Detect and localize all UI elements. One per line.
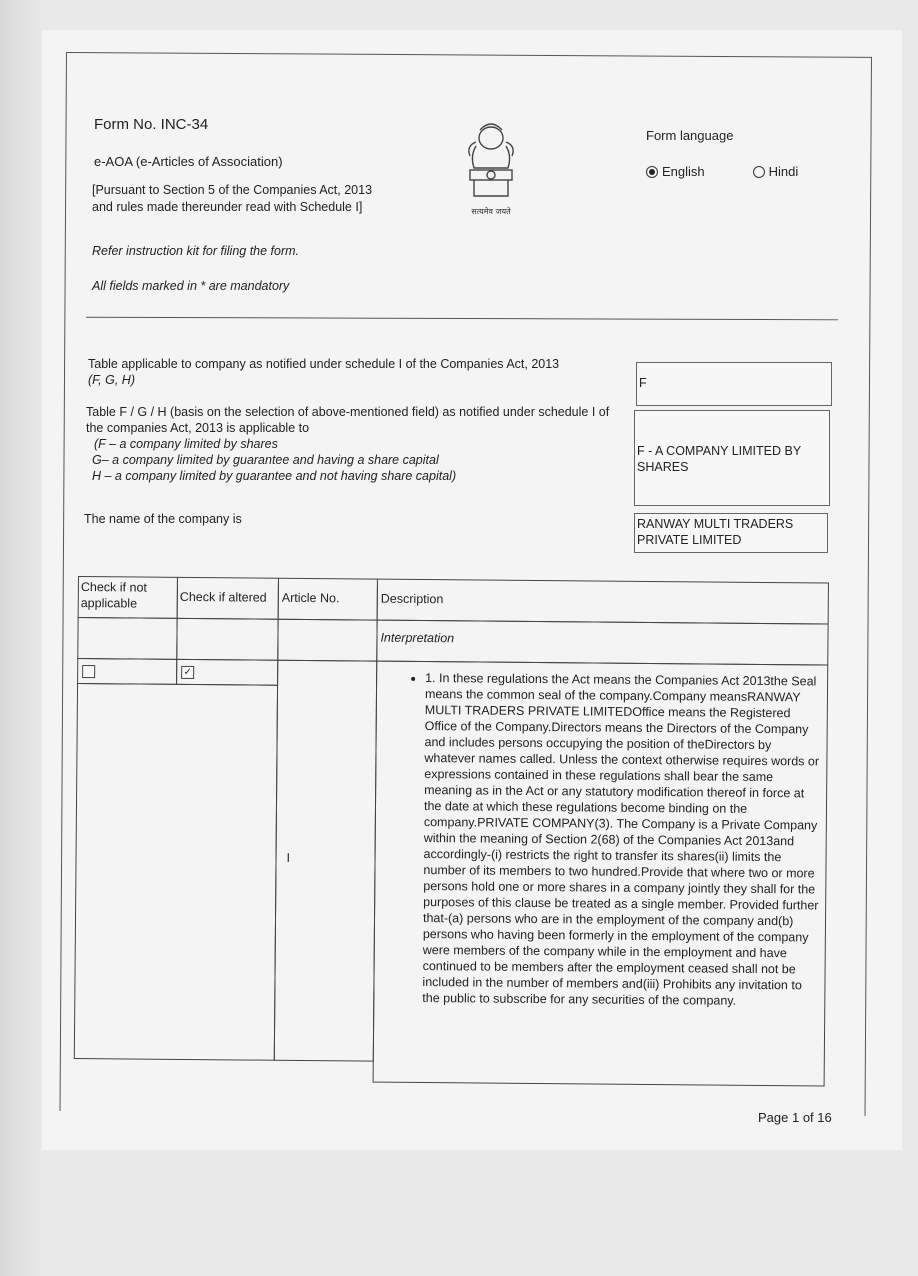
header-altered: Check if altered bbox=[177, 577, 279, 620]
table-applicable-field[interactable]: F bbox=[636, 362, 832, 406]
radio-hindi[interactable] bbox=[753, 166, 765, 178]
language-radio-group bbox=[646, 164, 798, 179]
article-description: • 1. In these regulations the Act means the Companies Act 2013the Seal means the common seal of the company.Company meansRANWAY MULTI TRADERS PRIVATE LIMITEDOffice means the Registered Office of the Company.Directors means the Directors of the Company and includes persons occupying the position of theDirectors by whatever names called. Unless the context otherwise requires words or expressions contained in these regulations shall bear the same meaning as in the Act or any statutory modification thereof in force at the date at which these regulations become binding on the company.PRIVATE COMPANY(3). The Company is a Private Company within the meaning of Section 2(68) of the Companies Act 2013and accordingly-(i) restricts the right to transfer its shares(ii) limits the number of its members to two hundred.Provide that where two or more persons hold one or more shares in a company jointly they shall for the purposes of this clause be treated as a single member. Provided further that-(a) persons who are in the employment of the company and(b) persons who having been formerly in the employment of the company were members of the company while in the employment and have continued to be members after the employment ceased shall not be included in the number of members and(iii) Prohibits any invitation to the public to subscribe for any securities of the company. bbox=[422, 670, 827, 1009]
page-number: Page 1 of 16 bbox=[758, 1110, 832, 1125]
section-cell-empty bbox=[277, 619, 377, 662]
company-name-field[interactable]: RANWAY MULTI TRADERS PRIVATE LIMITED bbox=[634, 513, 828, 553]
radio-english-label: English bbox=[662, 164, 705, 179]
table-applicable-label: Table applicable to company as notified under schedule I of the Companies Act, 2013 (F, G, H) bbox=[88, 357, 560, 387]
company-name-label: The name of the company is bbox=[84, 512, 242, 526]
instruction-note: Refer instruction kit for filing the form. bbox=[92, 244, 300, 258]
section-cell-empty bbox=[176, 618, 278, 661]
mandatory-note: All fields marked in * are mandatory bbox=[92, 279, 290, 293]
radio-english[interactable] bbox=[646, 166, 658, 178]
table-basis-field[interactable]: F - A COMPANY LIMITED BY SHARES bbox=[634, 410, 830, 506]
scan-edge bbox=[0, 0, 42, 1276]
table-basis-label: Table F / G / H (basis on the selection of above-mentioned field) as notified under schedule I of the companies Act, 2013 is applicable to (F – a company limited by shares G– a company limited by guarantee and having a share capital H – a company limited by guarantee and not having share capital) bbox=[86, 405, 610, 483]
row-empty-area bbox=[74, 683, 278, 1061]
header-description: Description bbox=[377, 579, 829, 625]
article-description-list bbox=[374, 670, 827, 1010]
section-cell-empty bbox=[77, 617, 177, 660]
articles-table bbox=[74, 576, 830, 1091]
form-title: e-AOA (e-Articles of Association) bbox=[94, 154, 283, 169]
form-language-label: Form language bbox=[646, 128, 734, 143]
radio-hindi-label: Hindi bbox=[768, 164, 799, 179]
not-applicable-checkbox[interactable] bbox=[82, 665, 95, 678]
article-description-cell bbox=[373, 661, 829, 1087]
altered-cell bbox=[176, 659, 278, 686]
national-emblem-icon bbox=[456, 116, 526, 220]
altered-checkbox[interactable]: ✓ bbox=[181, 666, 194, 679]
article-number: I bbox=[274, 660, 377, 1062]
svg-text:सत्यमेव जयते: सत्यमेव जयते bbox=[471, 207, 511, 216]
not-applicable-cell bbox=[77, 658, 177, 685]
form-number: Form No. INC-34 bbox=[94, 116, 209, 133]
pursuant-note: [Pursuant to Section 5 of the Companies Act, 2013 and rules made thereunder read with Schedule I] bbox=[92, 183, 373, 214]
header-article-no: Article No. bbox=[278, 578, 378, 621]
section-title: Interpretation bbox=[376, 620, 828, 666]
header-not-applicable: Check if not applicable bbox=[78, 576, 178, 619]
